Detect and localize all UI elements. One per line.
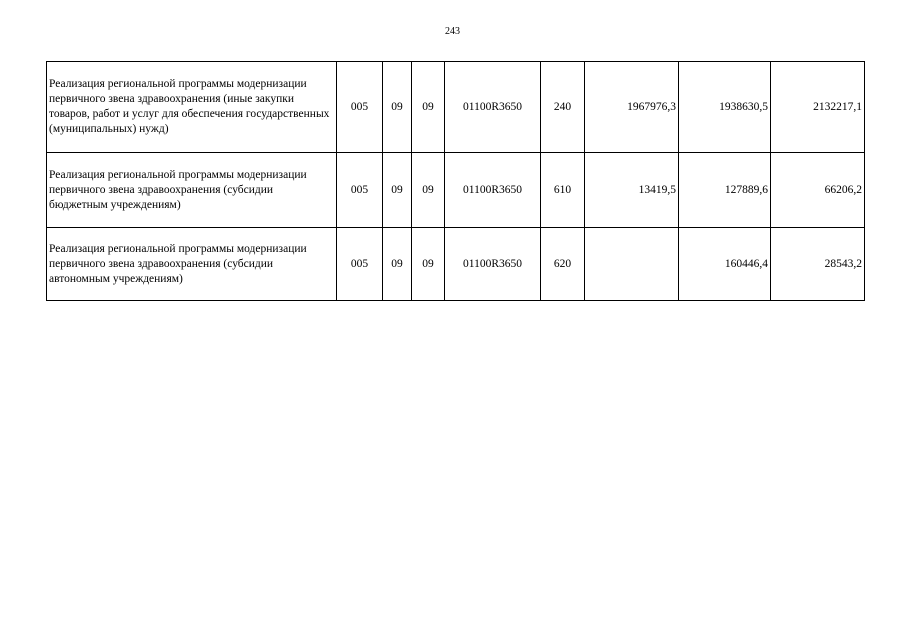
subsection-code-cell: 09 [412, 153, 445, 228]
amount-3-cell: 2132217,1 [771, 62, 865, 153]
table-row [47, 153, 865, 228]
target-article-cell: 01100R3650 [445, 153, 541, 228]
table-row [47, 62, 865, 153]
row-name-cell: Реализация региональной программы модернизации первичного звена здравоохранения (иные закупки товаров, работ и услуг для обеспечения государственных (муниципальных) нужд) [47, 62, 337, 153]
section-code-cell: 09 [383, 153, 412, 228]
amount-1-cell: 13419,5 [585, 153, 679, 228]
amount-2-cell: 1938630,5 [679, 62, 771, 153]
ministry-code-cell: 005 [337, 228, 383, 301]
expense-type-cell: 620 [541, 228, 585, 301]
section-code-cell: 09 [383, 62, 412, 153]
expense-type-cell: 240 [541, 62, 585, 153]
target-article-cell: 01100R3650 [445, 228, 541, 301]
amount-3-cell: 66206,2 [771, 153, 865, 228]
section-code-cell: 09 [383, 228, 412, 301]
row-name-cell: Реализация региональной программы модернизации первичного звена здравоохранения (субсидии автономным учреждениям) [47, 228, 337, 301]
amount-3-cell: 28543,2 [771, 228, 865, 301]
row-name-cell: Реализация региональной программы модернизации первичного звена здравоохранения (субсидии бюджетным учреждениям) [47, 153, 337, 228]
subsection-code-cell: 09 [412, 62, 445, 153]
amount-1-cell: 1967976,3 [585, 62, 679, 153]
target-article-cell: 01100R3650 [445, 62, 541, 153]
amount-1-cell [585, 228, 679, 301]
subsection-code-cell: 09 [412, 228, 445, 301]
budget-table [46, 61, 865, 301]
page-number: 243 [445, 26, 460, 37]
ministry-code-cell: 005 [337, 62, 383, 153]
amount-2-cell: 160446,4 [679, 228, 771, 301]
expense-type-cell: 610 [541, 153, 585, 228]
ministry-code-cell: 005 [337, 153, 383, 228]
table-row [47, 228, 865, 301]
amount-2-cell: 127889,6 [679, 153, 771, 228]
